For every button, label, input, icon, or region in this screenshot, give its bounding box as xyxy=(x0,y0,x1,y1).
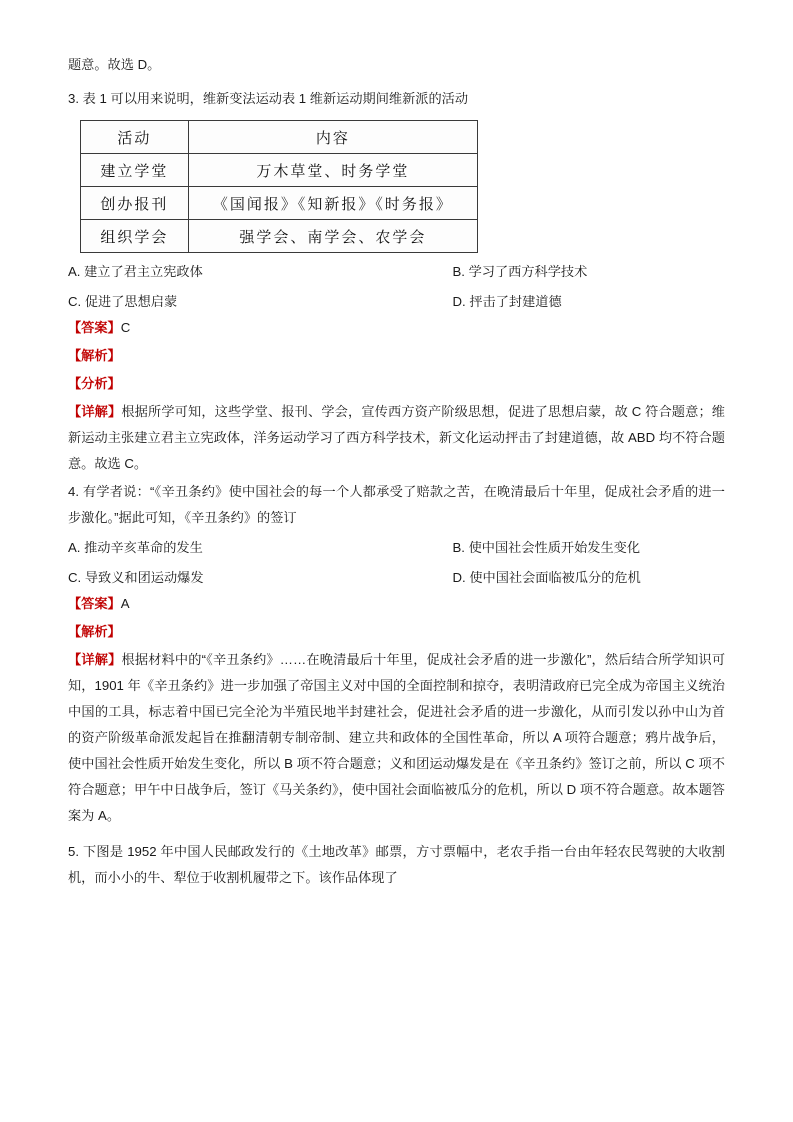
question-3-number: 3. xyxy=(68,91,79,106)
question-3-table-figure xyxy=(80,120,478,253)
analysis-label: 【解析】 xyxy=(68,624,121,639)
question-3-answer xyxy=(68,315,725,341)
question-3-options-row-1 xyxy=(68,259,725,285)
table-row xyxy=(81,220,478,253)
detail-text: 根据所学可知，这些学堂、报刊、学会，宣传西方资产阶级思想，促进了思想启蒙，故 C 符合题意；维新运动主张建立君主立宪政体，洋务运动学习了西方科学技术，新文化运动抨击了封建道德，故 ABD 均不符合题意。故选 C。 xyxy=(68,404,725,471)
answer-value: A xyxy=(120,596,130,611)
weixin-activities-table xyxy=(80,120,478,253)
question-3-text: 表 1 可以用来说明，维新变法运动表 1 维新运动期间维新派的活动 xyxy=(82,91,469,106)
option-3-b[interactable]: B. 学习了西方科学技术 xyxy=(452,264,588,279)
answer-label: 【答案】 xyxy=(68,596,121,611)
table-header-content: 内容 xyxy=(188,121,477,154)
question-4-answer xyxy=(68,591,725,617)
question-4-detail xyxy=(68,647,725,829)
question-3-stem xyxy=(68,86,725,112)
option-3-c[interactable]: C. 促进了思想启蒙 xyxy=(68,294,178,309)
table-cell-activity: 创办报刊 xyxy=(81,187,189,220)
option-3-a[interactable]: A. 建立了君主立宪政体 xyxy=(68,264,203,279)
question-5-text: 下图是 1952 年中国人民邮政发行的《土地改革》邮票，方寸票幅中，老农手指一台由年轻农民驾驶的大收割机，而小小的牛、犁位于收割机履带之下。该作品体现了 xyxy=(68,844,725,885)
question-4-text: 有学者说：“《辛丑条约》使中国社会的每一个人都承受了赔款之苦，在晚清最后十年里，促成社会矛盾的进一步激化。”据此可知，《辛丑条约》的签订 xyxy=(68,484,725,525)
table-cell-content: 强学会、南学会、农学会 xyxy=(188,220,477,253)
table-cell-activity: 组织学会 xyxy=(81,220,189,253)
continuation-fragment: 题意。故选 D。 xyxy=(68,57,161,72)
question-3-analysis-label xyxy=(68,343,725,369)
question-3-breakdown-label xyxy=(68,371,725,397)
table-cell-content: 《国闻报》《知新报》《时务报》 xyxy=(188,187,477,220)
table-header-row xyxy=(81,121,478,154)
option-4-c[interactable]: C. 导致义和团运动爆发 xyxy=(68,570,204,585)
question-4-stem xyxy=(68,479,725,531)
table-cell-content: 万木草堂、时务学堂 xyxy=(188,154,477,187)
question-5-stem xyxy=(68,839,725,891)
option-4-a[interactable]: A. 推动辛亥革命的发生 xyxy=(68,540,203,555)
analysis-label: 【解析】 xyxy=(68,348,121,363)
detail-label: 【详解】 xyxy=(68,404,122,419)
table-row xyxy=(81,187,478,220)
table-cell-activity: 建立学堂 xyxy=(81,154,189,187)
question-4-options-row-1 xyxy=(68,535,725,561)
table-row xyxy=(81,154,478,187)
question-4-analysis-label xyxy=(68,619,725,645)
question-5-number: 5. xyxy=(68,844,79,859)
option-4-d[interactable]: D. 使中国社会面临被瓜分的危机 xyxy=(452,570,641,585)
question-3-options-row-2 xyxy=(68,289,725,315)
answer-label: 【答案】 xyxy=(68,320,121,335)
option-4-b[interactable]: B. 使中国社会性质开始发生变化 xyxy=(452,540,641,555)
question-4-options-row-2 xyxy=(68,565,725,591)
question-4-number: 4. xyxy=(68,484,79,499)
answer-value: C xyxy=(120,320,131,335)
question-3-detail xyxy=(68,399,725,477)
table-header-activity: 活动 xyxy=(81,121,189,154)
detail-text: 根据材料中的“《辛丑条约》……在晚清最后十年里，促成社会矛盾的进一步激化”，然后结合所学知识可知，1901 年《辛丑条约》进一步加强了帝国主义对中国的全面控制和掠夺，表明清政府已完全成为帝国主义统治中国的工具，标志着中国已完全沦为半殖民地半封建社会，促进社会矛盾的进一步激化，从而引发以孙中山为首的资产阶级革命派发起旨在推翻清朝专制帝制、建立共和政体的全国性革命，所以 A 项符合题意；鸦片战争后，使中国社会性质开始发生变化，所以 B 项不符合题意；义和团运动爆发是在《辛丑条约》签订之前，所以 C 项不符合题意；甲午中日战争后，签订《马关条约》，使中国社会面临被瓜分的危机，所以 D 项不符合题意。故本题答案为 A。 xyxy=(68,652,726,823)
breakdown-label: 【分析】 xyxy=(68,376,121,391)
detail-label: 【详解】 xyxy=(68,652,122,667)
option-3-d[interactable]: D. 抨击了封建道德 xyxy=(452,294,562,309)
